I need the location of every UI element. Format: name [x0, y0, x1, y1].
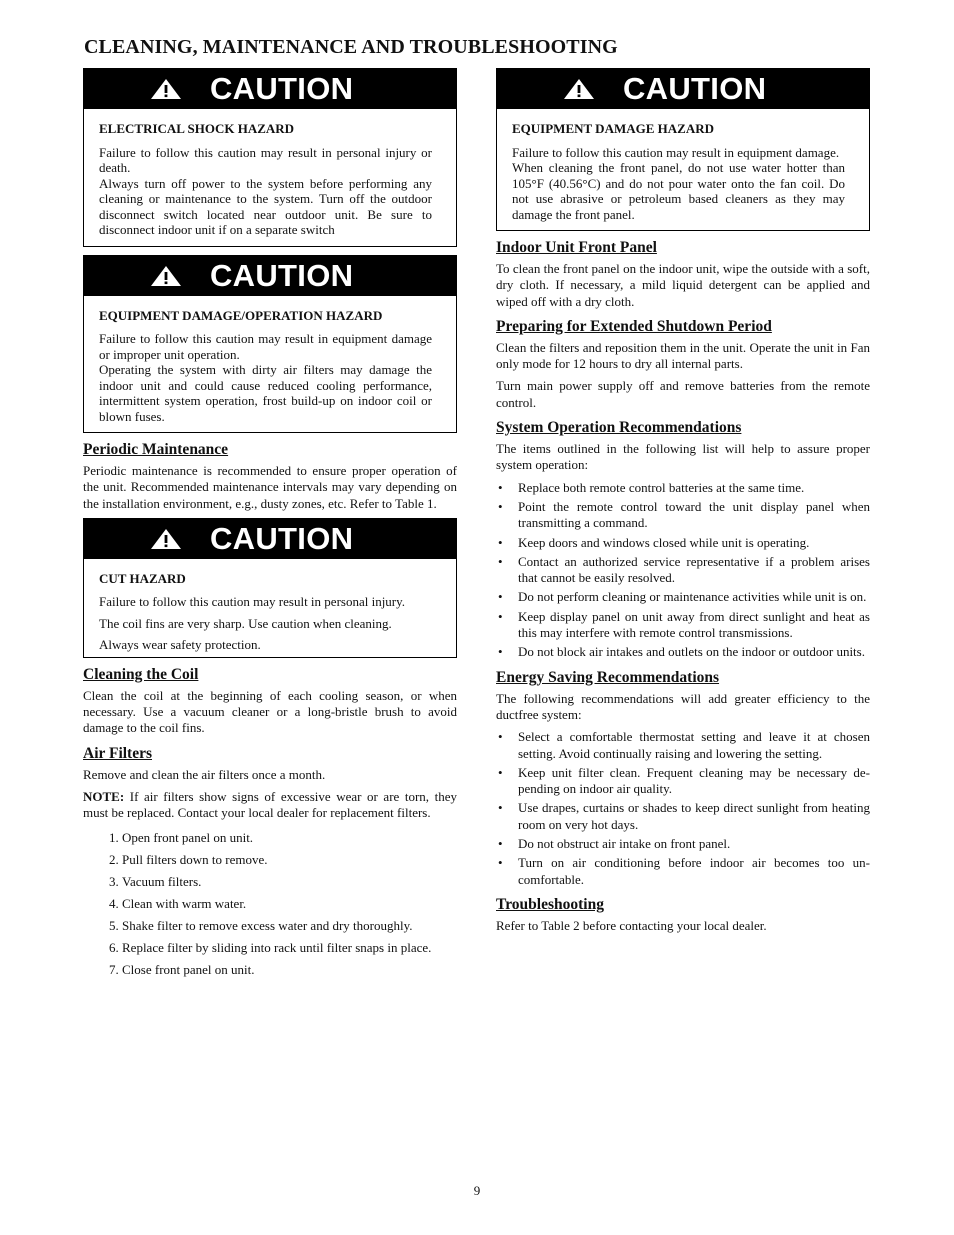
- note-text: If air filters show signs of excessive wear or are torn, they must be replaced. Contact your local dealer for replacement filters.: [83, 789, 457, 821]
- section-heading-system-operation: System Operation Recommendations: [496, 419, 742, 437]
- section-heading-troubleshooting: Troubleshooting: [496, 895, 604, 913]
- left-column: [83, 68, 457, 984]
- section-heading-air-filters: Air Filters: [83, 744, 153, 762]
- list-item: • Do not block air intakes and outlets on the indoor or outdoor units.: [496, 644, 870, 660]
- caution-label: CAUTION: [623, 71, 767, 106]
- filter-steps-list: [83, 830, 457, 978]
- list-item: • Replace both remote control batteries at the same time.: [496, 480, 870, 496]
- caution-header: [84, 69, 456, 109]
- warning-triangle-icon: [150, 528, 182, 550]
- caution-box-equipment-operation: [83, 255, 457, 434]
- list-item: 2. Pull filters down to remove.: [122, 852, 457, 868]
- hazard-title: CUT HAZARD: [99, 570, 186, 586]
- paragraph: The following recommendations will add greater efficiency to the ductfree system:: [496, 690, 870, 722]
- list-item: • Keep display panel on unit away from direct sunlight and heat as this may interfere with remote control transmissions.: [496, 609, 870, 642]
- list-item: 7. Close front panel on unit.: [122, 962, 457, 978]
- list-item: • Keep doors and windows closed while unit is operating.: [496, 535, 870, 551]
- warning-triangle-icon: [150, 78, 182, 100]
- hazard-title: EQUIPMENT DAMAGE HAZARD: [512, 121, 714, 136]
- page-number: 9: [473, 1183, 481, 1198]
- caution-text: Failure to follow this caution may result in equipment damage.: [512, 144, 840, 160]
- hazard-title: ELECTRICAL SHOCK HAZARD: [99, 121, 295, 136]
- caution-text: Always turn off power to the system before performing any cleaning or maintenance to the system. Turn off the outdoor disconnect switch located near outdoor unit. Be sure to disconnect indoor unit if on a separate switch: [99, 175, 432, 237]
- section-heading-shutdown: Preparing for Extended Shutdown Period: [496, 317, 772, 335]
- caution-box-electrical: [83, 68, 457, 247]
- caution-text: Failure to follow this caution may result in personal injury.: [99, 594, 406, 610]
- paragraph: Clean the filters and reposition them in the unit. Operate the unit in Fan only mode for 12 hours to dry all internal parts.: [496, 339, 870, 372]
- caution-text: The coil fins are very sharp. Use caution when cleaning.: [99, 615, 392, 631]
- list-item: • Select a comfortable thermostat setting and leave it at chosen setting. Avoid continually raising and lowering the setting.: [496, 729, 870, 762]
- list-item: 6. Replace filter by sliding into rack until filter snaps in place.: [122, 940, 457, 956]
- list-item: 4. Clean with warm water.: [122, 896, 457, 912]
- caution-text: When cleaning the front panel, do not use water hotter than 105°F (40.56°C) and do not pour water onto the fan coil. Do not use abrasive or petroleum based cleaners as they may damage the front panel.: [512, 160, 845, 222]
- caution-body: [84, 559, 456, 657]
- section-heading-front-panel: Indoor Unit Front Panel: [496, 239, 657, 256]
- caution-header: [84, 256, 456, 296]
- caution-text: Failure to follow this caution may result in equipment damage or improper unit operation.: [99, 331, 432, 362]
- caution-body: [84, 109, 456, 246]
- list-item: • Use drapes, curtains or shades to keep direct sunlight from heating room on very hot days.: [496, 800, 870, 833]
- caution-text: Operating the system with dirty air filters may damage the indoor unit and could cause reduced cooling performance, intermittent system operation, frost build-up on indoor coil or blown fuses.: [99, 362, 432, 424]
- caution-label: CAUTION: [210, 257, 354, 293]
- page-title: CLEANING, MAINTENANCE AND TROUBLESHOOTING: [84, 36, 618, 58]
- caution-text: Always wear safety protection.: [99, 637, 261, 653]
- right-column: [496, 68, 870, 940]
- list-item: 3. Vacuum filters.: [122, 874, 457, 890]
- list-item: 1. Open front panel on unit.: [122, 830, 457, 846]
- paragraph: Turn main power supply off and remove batteries from the remote control.: [496, 378, 870, 410]
- paragraph: The items outlined in the following list will help to assure proper system operation:: [496, 441, 870, 473]
- list-item: • Contact an authorized service representative if a problem arises that cannot be easily resolved.: [496, 554, 870, 587]
- energy-saving-list: [496, 729, 870, 888]
- warning-triangle-icon: [563, 78, 595, 100]
- caution-text: Failure to follow this caution may result in personal injury or death.: [99, 144, 432, 175]
- list-item: • Turn on air conditioning before indoor air becomes too un-comfortable.: [496, 855, 870, 888]
- caution-header: [497, 69, 869, 109]
- note-label: NOTE:: [83, 789, 125, 805]
- paragraph: To clean the front panel on the indoor unit, wipe the outside with a soft, dry cloth. If necessary, a mild liquid detergent can be applied and wiped off with a dry cloth.: [496, 261, 870, 309]
- caution-label: CAUTION: [210, 520, 354, 556]
- paragraph: Clean the coil at the beginning of each cooling season, or when necessary. Use a vacuum cleaner or a long-bristle brush to avoid damage to the coil fins.: [83, 687, 457, 736]
- system-operation-list: [496, 480, 870, 661]
- caution-box-cut: [83, 518, 457, 658]
- paragraph: Periodic maintenance is recommended to ensure proper operation of the unit. Recommended maintenance intervals may vary depending on the installation environment, e.g., dusty zones, etc. Refer to Table 1.: [83, 463, 457, 511]
- caution-box-equipment: [496, 68, 870, 231]
- caution-body: [84, 296, 456, 433]
- section-heading-cleaning-coil: Cleaning the Coil: [83, 665, 199, 683]
- list-item: 5. Shake filter to remove excess water and dry thoroughly.: [122, 918, 457, 934]
- warning-triangle-icon: [150, 265, 182, 287]
- section-heading-energy-saving: Energy Saving Recommendations: [496, 668, 720, 686]
- note-paragraph: [83, 789, 457, 822]
- caution-label: CAUTION: [210, 71, 354, 106]
- list-item: • Do not obstruct air intake on front panel.: [496, 836, 870, 852]
- list-item: • Keep unit filter clean. Frequent cleaning may be necessary de-pending on indoor air quality.: [496, 765, 870, 798]
- hazard-title: EQUIPMENT DAMAGE/OPERATION HAZARD: [99, 307, 383, 323]
- list-item: • Do not perform cleaning or maintenance activities while unit is on.: [496, 589, 870, 605]
- list-item: • Point the remote control toward the unit display panel when transmitting a command.: [496, 499, 870, 532]
- caution-body: [497, 109, 869, 230]
- caution-header: [84, 519, 456, 559]
- section-heading-periodic-maintenance: Periodic Maintenance: [83, 441, 229, 458]
- paragraph: Refer to Table 2 before contacting your local dealer.: [496, 917, 767, 933]
- paragraph: Remove and clean the air filters once a month.: [83, 766, 326, 782]
